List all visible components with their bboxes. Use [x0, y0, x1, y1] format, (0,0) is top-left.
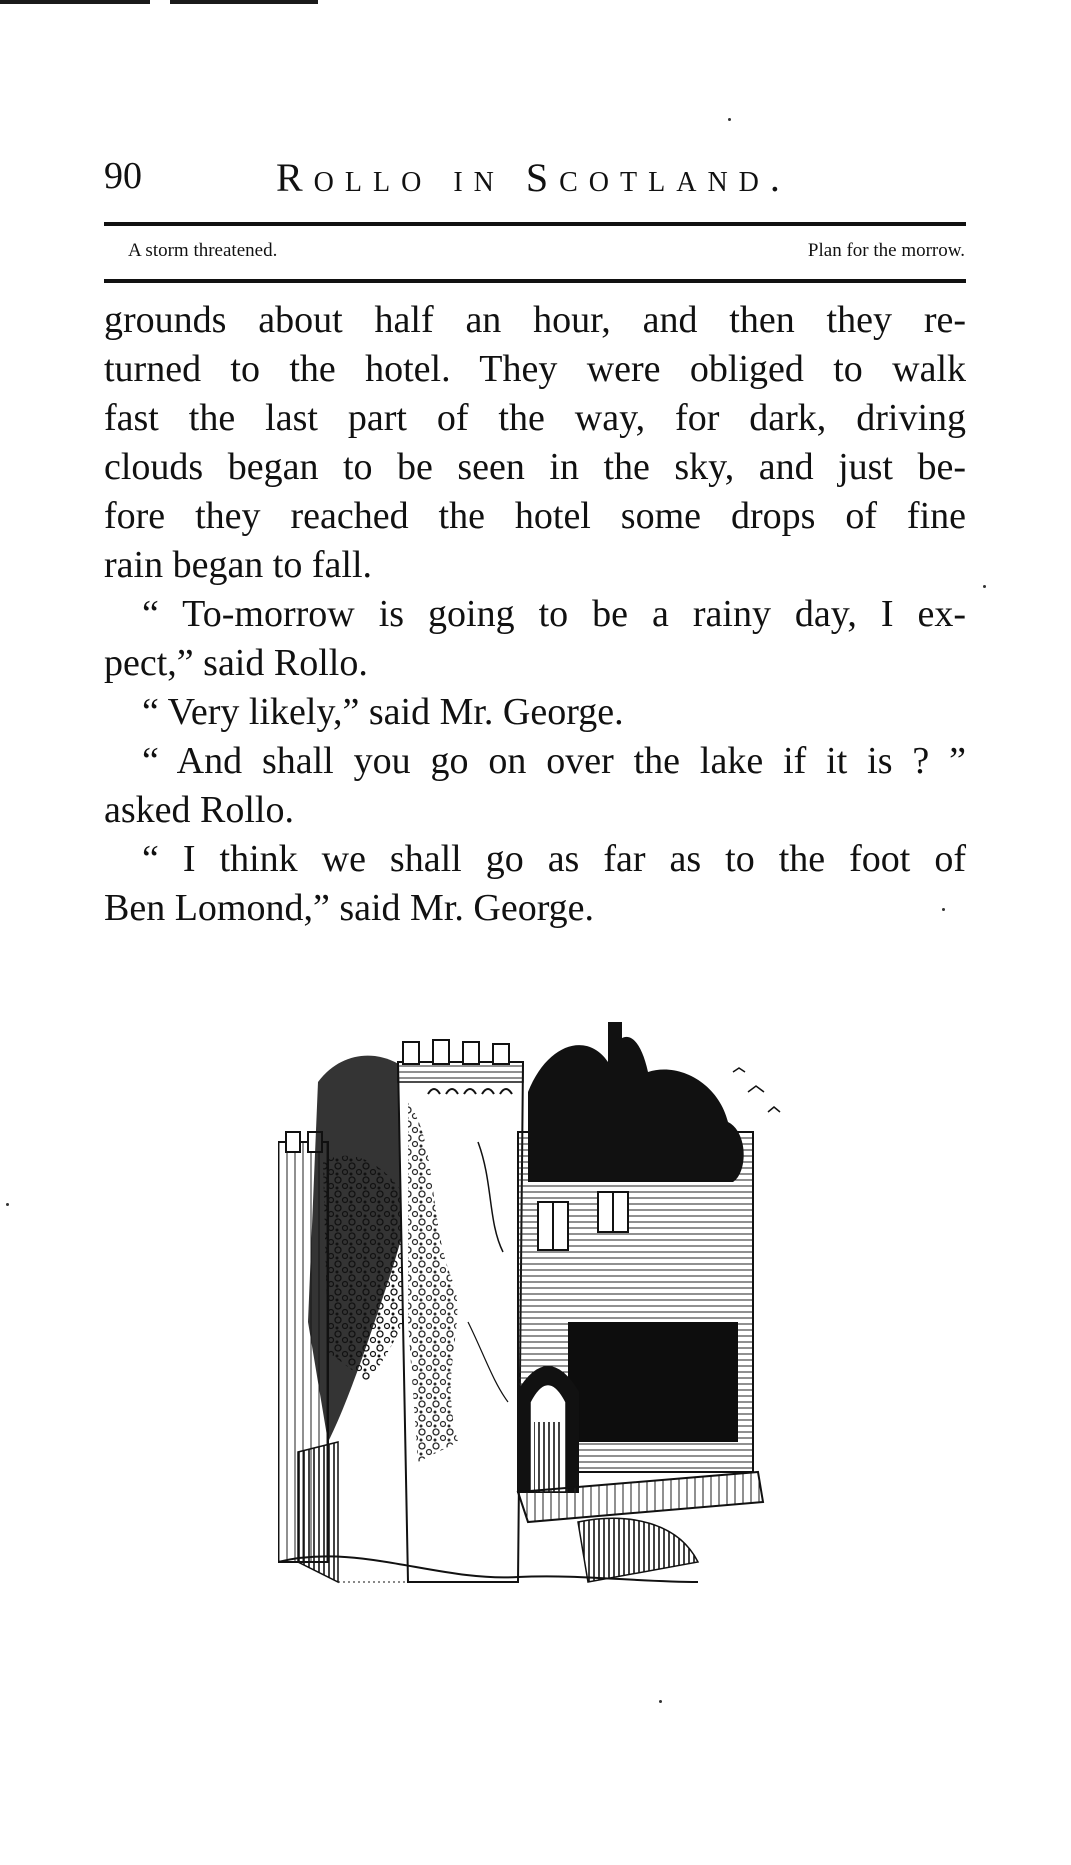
text-line: “ Very likely,” said Mr. George.	[142, 691, 624, 733]
top-edge-mark	[0, 0, 318, 4]
sidenote-right: Plan for the morrow.	[807, 240, 965, 261]
text-line: turned to the hotel. They were obliged to walk	[104, 348, 966, 390]
book-title: Rollo in Scotland.	[276, 155, 791, 200]
text-line: clouds began to be seen in the sky, and just be-	[104, 446, 966, 488]
text-line: fore they reached the hotel some drops of fine	[104, 495, 966, 537]
text-line: “ And shall you go on over the lake if it is ? ”	[142, 740, 966, 782]
speck	[6, 1203, 9, 1206]
speck	[728, 118, 731, 121]
text-line: grounds about half an hour, and then they re-	[104, 299, 966, 341]
text-line: fast the last part of the way, for dark, driving	[104, 397, 966, 439]
text-line: Ben Lomond,” said Mr. George.	[104, 887, 595, 929]
page-number: 90	[104, 155, 142, 197]
text-line: “ I think we shall go as far as to the foot of	[142, 838, 966, 880]
speck	[983, 585, 986, 588]
body-text	[104, 296, 966, 933]
header-rule-top	[104, 222, 966, 226]
sidenote-left: A storm threatened.	[128, 240, 278, 261]
header-rule-bottom	[104, 279, 966, 283]
speck	[659, 1700, 662, 1703]
text-line: asked Rollo.	[104, 789, 294, 831]
text-line: pect,” said Rollo.	[104, 642, 368, 684]
running-head	[104, 150, 972, 206]
castle-engraving	[278, 1022, 798, 1602]
text-line: “ To-morrow is going to be a rainy day, I ex-	[142, 593, 966, 635]
speck	[942, 908, 945, 911]
text-line: rain began to fall.	[104, 544, 373, 586]
